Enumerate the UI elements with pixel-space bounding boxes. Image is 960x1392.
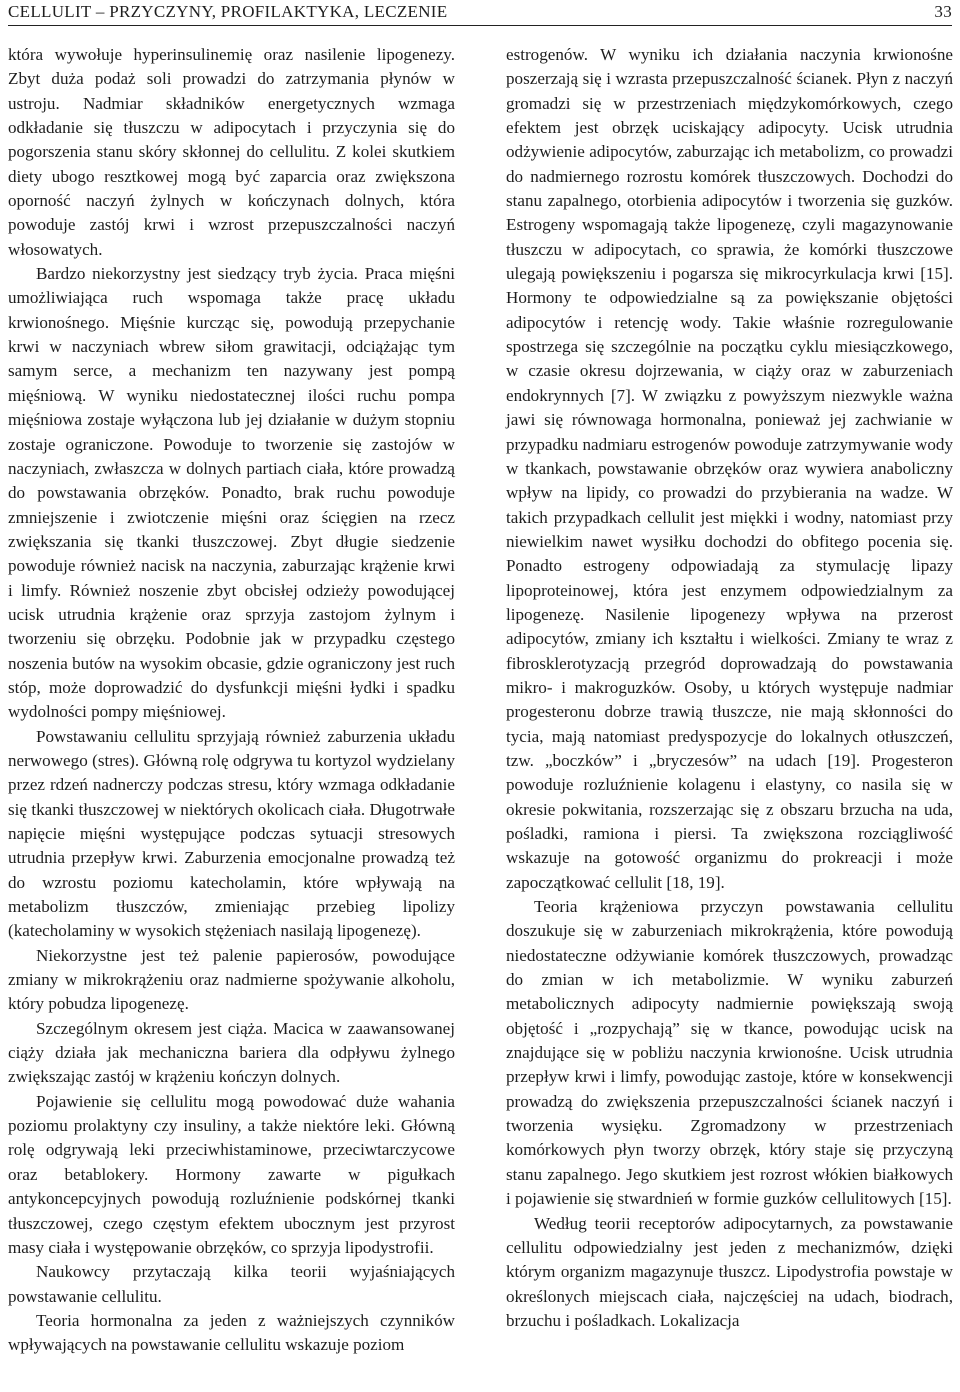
paragraph: Bardzo niekorzystny jest siedzący tryb życia. Praca mięśni umożliwiająca ruch wspomaga także pracę układu krwionośnego. Mięśnie kurcząc się, powodują przepychanie krwi w naczyniach wbrew siłom grawitacji, odciążając tym samym serce, a mechanizm ten nazywany jest pompą mięśniową. W wyniku niedostatecznej ilości ruchu pompa mięśniowa zostaje wyłączona lub jej działanie w dużym stopniu zostaje ograniczone. Powoduje to tworzenie się zastojów w naczyniach, zwłaszcza w dolnych partiach ciała, które prowadzą do powstawania obrzęków. Ponadto, brak ruchu powoduje zmniejszenie i zwiotczenie mięśni oraz ścięgien na rzecz zwiększania się tkanki tłuszczowej. Zbyt długie siedzenie powoduje również nacisk na naczynia, zaburzając krążenie krwi i limfy. Również noszenie zbyt obcisłej odzieży powodującej ucisk utrudnia krążenie oraz sprzyja zastojom żylnym i tworzeniu się obrzęku. Podobnie jak w przypadku częstego noszenia butów na wysokim obcasie, gdzie ograniczony jest ruch stóp, może doprowadzić do dysfunkcji mięśni łydki i spadku wydolności pompy mięśniowej.: [8, 264, 455, 722]
page-number: 33: [934, 2, 952, 21]
running-header: [8, 0, 952, 26]
paragraph: Teoria krążeniowa przyczyn powstawania cellulitu doszukuje się w zaburzeniach mikrokrążenia, które powodują niedostateczne odżywianie komórek tłuszczowych, prowadząc do zmian w ich metabolizmie. W wyniku zaburzeń metabolicznych adipocyty nadmiernie powiększają swoją objętość i „rozpychają” się w tkance, powodując ucisk na znajdujące się w pobliżu naczynia krwionośne. Ucisk utrudnia przepływ krwi i limfy, powodując zastoje, które w konsekwencji prowadzą do zwiększenia przepuszczalności ścianek naczyń i tworzenia wysięku. Zgromadzony w przestrzeniach komórkowych płyn tworzy obrzęk, który staje się przyczyną stanu zapalnego. Jego skutkiem jest rozrost włókien białkowych i pojawienie się stwardnień w formie guzków cellulitowych [15].: [506, 897, 953, 1209]
paragraph: Szczególnym okresem jest ciąża. Macica w zaawansowanej ciąży działa jak mechaniczna bariera dla odpływu żylnego zwiększając zastój w krążeniu kończyn dolnych.: [8, 1018, 455, 1087]
paragraph: Teoria hormonalna za jeden z ważniejszych czynników wpływających na powstawanie cellulitu wskazuje poziom: [8, 1310, 455, 1355]
paragraph: Według teorii receptorów adipocytarnych, za powstawanie cellulitu odpowiedzialny jest jeden z mechanizmów, dzięki którym organizm magazynuje tłuszcz. Lipodystrofia powstaje w określonych miejscach ciała, najczęściej na udach, biodrach, brzuchu i pośladkach. Lokalizacja: [506, 1213, 953, 1330]
paragraph: Powstawaniu cellulitu sprzyjają również zaburzenia układu nerwowego (stres). Główną rolę odgrywa tu kortyzol wydzielany przez rdzeń nadnerczy podczas stresu, który wzmaga odkładanie się tkanki tłuszczowej w niektórych okolicach ciała. Długotrwałe napięcie mięśni występujące podczas sytuacji stresowych utrudnia przepływ krwi. Zaburzenia emocjonalne prowadzą też do wzrostu poziomu katecholamin, które wpływają na metabolizm tłuszczów, zmieniając przebieg lipolizy (katecholaminy w wysokich stężeniach nasilają lipogenezę).: [8, 726, 455, 941]
paragraph: Pojawienie się cellulitu mogą powodować duże wahania poziomu prolaktyny czy insuliny, a także niektóre leki. Główną rolę odgrywają leki przeciwhistaminowe, przeciwtarczycowe oraz betablokery. Hormony zawarte w pigułkach antykoncepcyjnych powodują rozluźnienie podskórnej tkanki tłuszczowej, czego częstym efektem ubocznym jest przyrost masy ciała i występowanie obrzęków, co sprzyja lipodystrofii.: [8, 1091, 455, 1257]
paragraph: Niekorzystne jest też palenie papierosów, powodujące zmiany w mikrokrążeniu oraz nadmierne spożywanie alkoholu, który pobudza lipogenezę.: [8, 945, 455, 1014]
paragraph: estrogenów. W wyniku ich działania naczynia krwionośne poszerzają się i wzrasta przepuszczalność ścianek. Płyn z naczyń gromadzi się w przestrzeniach międzykomórkowych, czego efektem jest obrzęk uciskający adipocyty. Ucisk utrudnia odżywienie adipocytów, zaburzając ich metabolizm, co prowadzi do nadmiernego rozrostu komórek tłuszczowych. Dochodzi do stanu zapalnego, otorbienia adipocytów i tworzenia się guzków. Estrogeny wspomagają także lipogenezę, czyli magazynowanie tłuszczu w adipocytach, co sprawia, że komórki tłuszczowe ulegają powiększeniu i pogarsza się mikrocyrkulacja krwi [15]. Hormony te odpowiedzialne są za powiększanie objętości adipocytów i retencję wody. Takie właśnie rozregulowanie spostrzega się szczególnie na początku cyklu miesiączkowego, w czasie okresu dojrzewania, w ciąży oraz w zaburzeniach endokrynnych [7]. W związku z powyższym niezwykle ważna jawi się równowaga hormonalna, ponieważ jej zachwianie w przypadku nadmiaru estrogenów powoduje zatrzymywanie wody w tkankach, powstawanie obrzęków oraz wywiera anaboliczny wpływ na lipidy, co prowadzi do przybierania na wadze. W takich przypadkach cellulit jest miękki i wodny, natomiast przy niewielkim nawet wysiłku dochodzi do obfitego pocenia się. Ponadto estrogeny odpowiadają za stymulację lipazy lipoproteinowej, która jest enzymem odpowiedzialnym za lipogenezę. Nasilenie lipogenezy wpływa na przerost adipocytów, zmiany ich kształtu i wielkości. Zmiany te wraz z fibrosklerotyzacją przegród doprowadzają do powstawania mikro- i makroguzków. Osoby, u których występuje nadmiar progesteronu dobrze trawią tłuszcze, nie mają skłonności do tycia, mają natomiast predyspozycje do lokalnych otłuszczeń, tzw. „boczków” i „bryczesów” na udach [19]. Progesteron powoduje rozluźnienie kolagenu i elastyny, co nasila się w okresie pokwitania, rozszerzając się z obszaru brzucha na uda, pośladki, ramiona i piersi. Ta zwiększona rozciągliwość wskazuje na gotowość organizmu do prokreacji i może zapoczątkować cellulit [18, 19].: [506, 45, 953, 892]
running-header-title: CELLULIT – PRZYCZYNY, PROFILAKTYKA, LECZENIE: [8, 2, 448, 21]
left-column: [8, 43, 455, 1358]
paragraph: która wywołuje hyperinsulinemię oraz nasilenie lipogenezy. Zbyt duża podaż soli prowadzi do zatrzymania płynów w ustroju. Nadmiar składników energetycznych wzmaga odkładanie się tłuszczu w adipocytach i przyczynia się do pogorszenia stanu skóry skłonnej do cellulitu. Z kolei skutkiem diety ubogo resztkowej mogą być zaparcia oraz zwiększona oporność naczyń żylnych w kończynach dolnych, która powoduje zastój krwi i wzrost przepuszczalności naczyń włosowatych.: [8, 45, 455, 259]
right-column: [506, 43, 953, 1333]
paragraph: Naukowcy przytaczają kilka teorii wyjaśniających powstawanie cellulitu.: [8, 1262, 455, 1306]
